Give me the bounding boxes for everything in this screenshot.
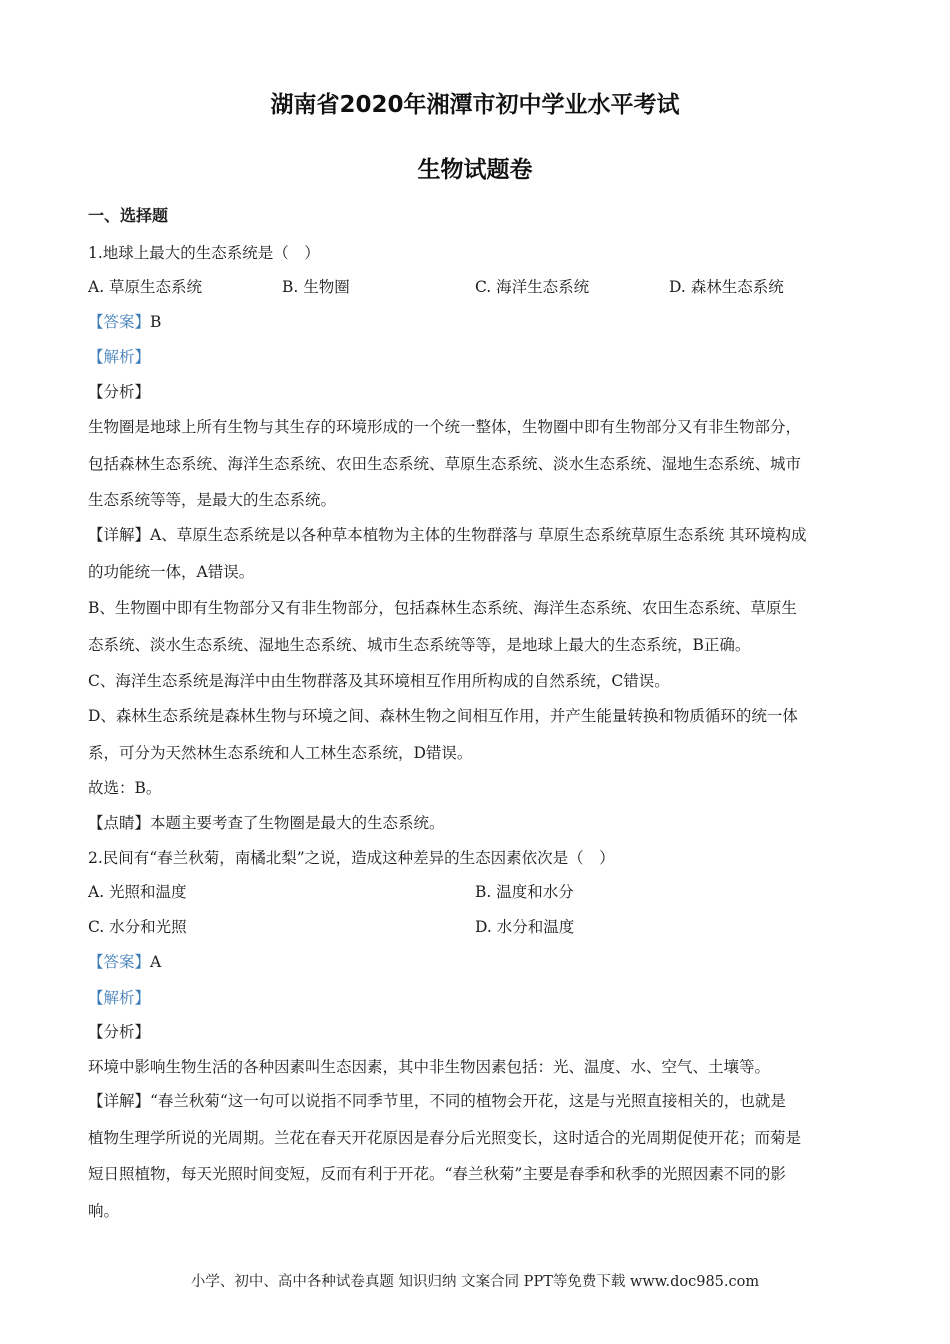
question-2-answer	[88, 951, 878, 973]
section-heading: 一、选择题	[88, 206, 169, 225]
question-2-detail-line: 植物生理学所说的光周期。兰花在春天开花原因是春分后光照变长，这时适合的光周期促使开花；而菊是	[88, 1129, 802, 1147]
question-1-jiexi-tag: 【解析】	[88, 348, 151, 366]
question-1-detail-line: 的功能统一体，A错误。	[88, 563, 255, 581]
question-2-option-b: B. 温度和水分	[475, 883, 574, 901]
answer-value: B	[150, 313, 162, 331]
question-1-detail-line: D、森林生态系统是森林生物与环境之间、森林生物之间相互作用，并产生能量转换和物质循环的统一体	[88, 707, 798, 725]
question-1-detail-line: 【点睛】本题主要考查了生物圈是最大的生态系统。	[88, 814, 445, 832]
question-1-analysis-line: 生态系统等等，是最大的生态系统。	[88, 491, 337, 509]
question-2-detail-line: 短日照植物，每天光照时间变短，反而有利于开花。“春兰秋菊”主要是春季和秋季的光照因素不同的影	[88, 1165, 786, 1183]
answer-tag: 【答案】	[88, 313, 151, 331]
question-2-option-c: C. 水分和光照	[88, 918, 187, 936]
question-1-detail-line: 系，可分为天然林生态系统和人工林生态系统，D错误。	[88, 744, 473, 762]
question-1-detail-line: 态系统、淡水生态系统、湿地生态系统、城市生态系统等等，是地球上最大的生态系统，B正确。	[88, 636, 751, 654]
answer-tag: 【答案】	[88, 953, 151, 971]
question-1-detail-line: 故选：B。	[88, 779, 162, 797]
question-2-jiexi-tag: 【解析】	[88, 989, 151, 1007]
page-footer: 小学、初中、高中各种试卷真题 知识归纳 文案合同 PPT等免费下载 www.doc985.com	[190, 1274, 760, 1290]
question-2-detail-line: 响。	[88, 1202, 120, 1220]
question-2-stem: 2.民间有“春兰秋菊，南橘北梨”之说，造成这种差异的生态因素依次是（ ）	[88, 849, 615, 867]
question-1-option-d: D. 森林生态系统	[669, 278, 784, 296]
answer-value: A	[150, 953, 162, 971]
question-2-option-a: A. 光照和温度	[88, 883, 187, 901]
question-1-analysis-line: 包括森林生态系统、海洋生态系统、农田生态系统、草原生态系统、淡水生态系统、湿地生态系统、城市	[88, 455, 802, 473]
question-1-detail-line: C、海洋生态系统是海洋中由生物群落及其环境相互作用所构成的自然系统，C错误。	[88, 672, 670, 690]
question-1-stem: 1.地球上最大的生态系统是（ ）	[88, 244, 320, 262]
question-1-fenxi-tag: 【分析】	[88, 383, 151, 401]
question-1-option-c: C. 海洋生态系统	[475, 278, 590, 296]
question-1-option-b: B. 生物圈	[282, 278, 350, 296]
question-2-option-d: D. 水分和温度	[475, 918, 575, 936]
document-subtitle: 生物试题卷	[417, 157, 533, 183]
question-2-detail-line: 【详解】“春兰秋菊“这一句可以说指不同季节里，不同的植物会开花，这是与光照直接相关的，也就是	[88, 1092, 786, 1110]
question-2-fenxi-tag: 【分析】	[88, 1023, 151, 1041]
question-1-option-a: A. 草原生态系统	[88, 278, 203, 296]
document-title: 湖南省2020年湘潭市初中学业水平考试	[270, 92, 680, 118]
question-1-answer	[88, 311, 878, 333]
question-1-detail-line: 【详解】A、草原生态系统是以各种草本植物为主体的生物群落与 草原生态系统草原生态系统 其环境构成	[88, 526, 807, 544]
question-1-detail-line: B、生物圈中即有生物部分又有非生物部分，包括森林生态系统、海洋生态系统、农田生态系统、草原生	[88, 599, 797, 617]
question-2-analysis-line: 环境中影响生物生活的各种因素叫生态因素，其中非生物因素包括：光、温度、水、空气、土壤等。	[88, 1058, 771, 1076]
question-1-analysis-line: 生物圈是地球上所有生物与其生存的环境形成的一个统一整体，生物圈中即有生物部分又有非生物部分，	[88, 418, 802, 436]
